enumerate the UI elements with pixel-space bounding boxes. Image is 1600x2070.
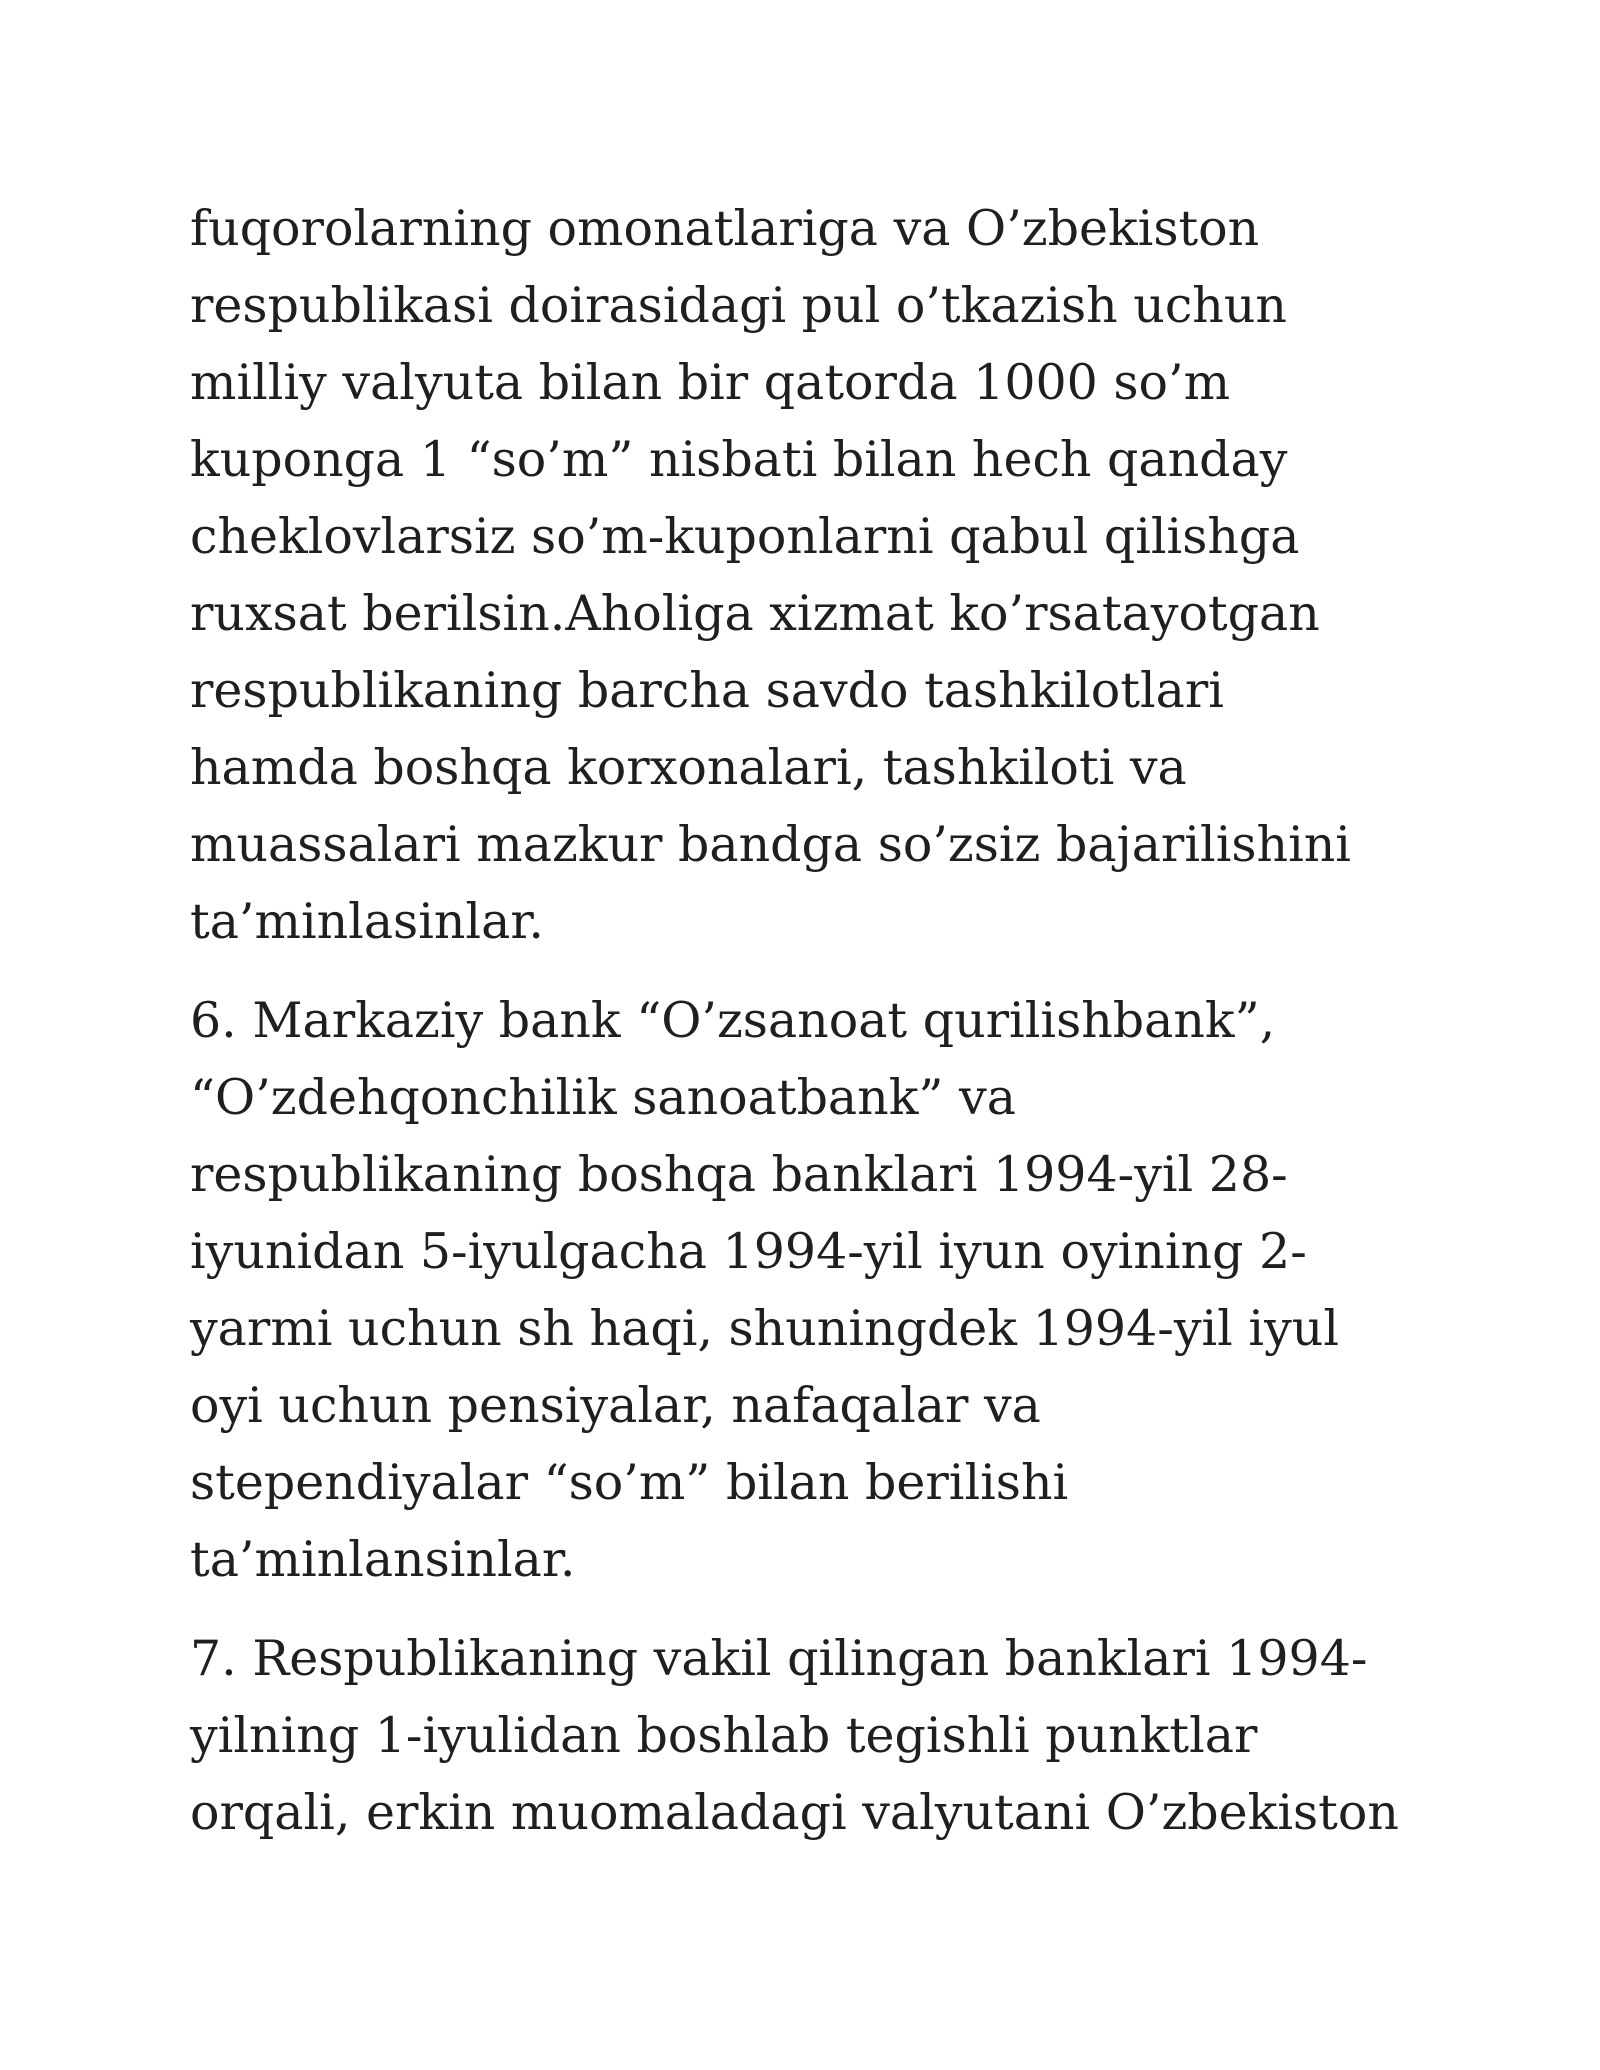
text-line: muassalari mazkur bandga so’zsiz bajarilishini <box>190 816 1351 873</box>
text-line: yarmi uchun sh haqi, shuningdek 1994-yil iyul <box>190 1300 1340 1357</box>
text-line: yilning 1-iyulidan boshlab tegishli punktlar <box>190 1707 1258 1764</box>
text-line: ta’minlansinlar. <box>190 1531 576 1588</box>
text-line: ruxsat berilsin.Aholiga xizmat ko’rsatayotgan <box>190 585 1320 642</box>
text-line: cheklovlarsiz so’m-kuponlarni qabul qilishga <box>190 508 1300 565</box>
text-line: milliy valyuta bilan bir qatorda 1000 so’m <box>190 354 1231 411</box>
text-line: stependiyalar “so’m” bilan berilishi <box>190 1454 1069 1511</box>
text-line: respublikaning barcha savdo tashkilotlari <box>190 662 1224 719</box>
paragraph-item-7 <box>190 1620 1450 1851</box>
text-line: orqali, erkin muomaladagi valyutani O’zbekiston <box>190 1784 1399 1841</box>
text-line: respublikaning boshqa banklari 1994-yil 28- <box>190 1146 1288 1203</box>
text-line: iyunidan 5-iyulgacha 1994-yil iyun oyining 2- <box>190 1223 1307 1280</box>
text-line: fuqorolarning omonatlariga va O’zbekiston <box>190 200 1260 257</box>
text-line: oyi uchun pensiyalar, nafaqalar va <box>190 1377 1041 1434</box>
text-line: ta’minlasinlar. <box>190 893 544 950</box>
text-line: respublikasi doirasidagi pul o’tkazish uchun <box>190 277 1287 334</box>
text-line: hamda boshqa korxonalari, tashkiloti va <box>190 739 1187 796</box>
document-body <box>190 190 1450 1873</box>
text-line: “O’zdehqonchilik sanoatbank” va <box>190 1069 1016 1126</box>
text-line: kuponga 1 “so’m” nisbati bilan hech qanday <box>190 431 1288 488</box>
paragraph-continuation <box>190 190 1450 960</box>
paragraph-item-6 <box>190 982 1450 1598</box>
text-line: 7. Respublikaning vakil qilingan banklari 1994- <box>190 1630 1368 1687</box>
text-line: 6. Markaziy bank “O’zsanoat qurilishbank”, <box>190 992 1276 1049</box>
